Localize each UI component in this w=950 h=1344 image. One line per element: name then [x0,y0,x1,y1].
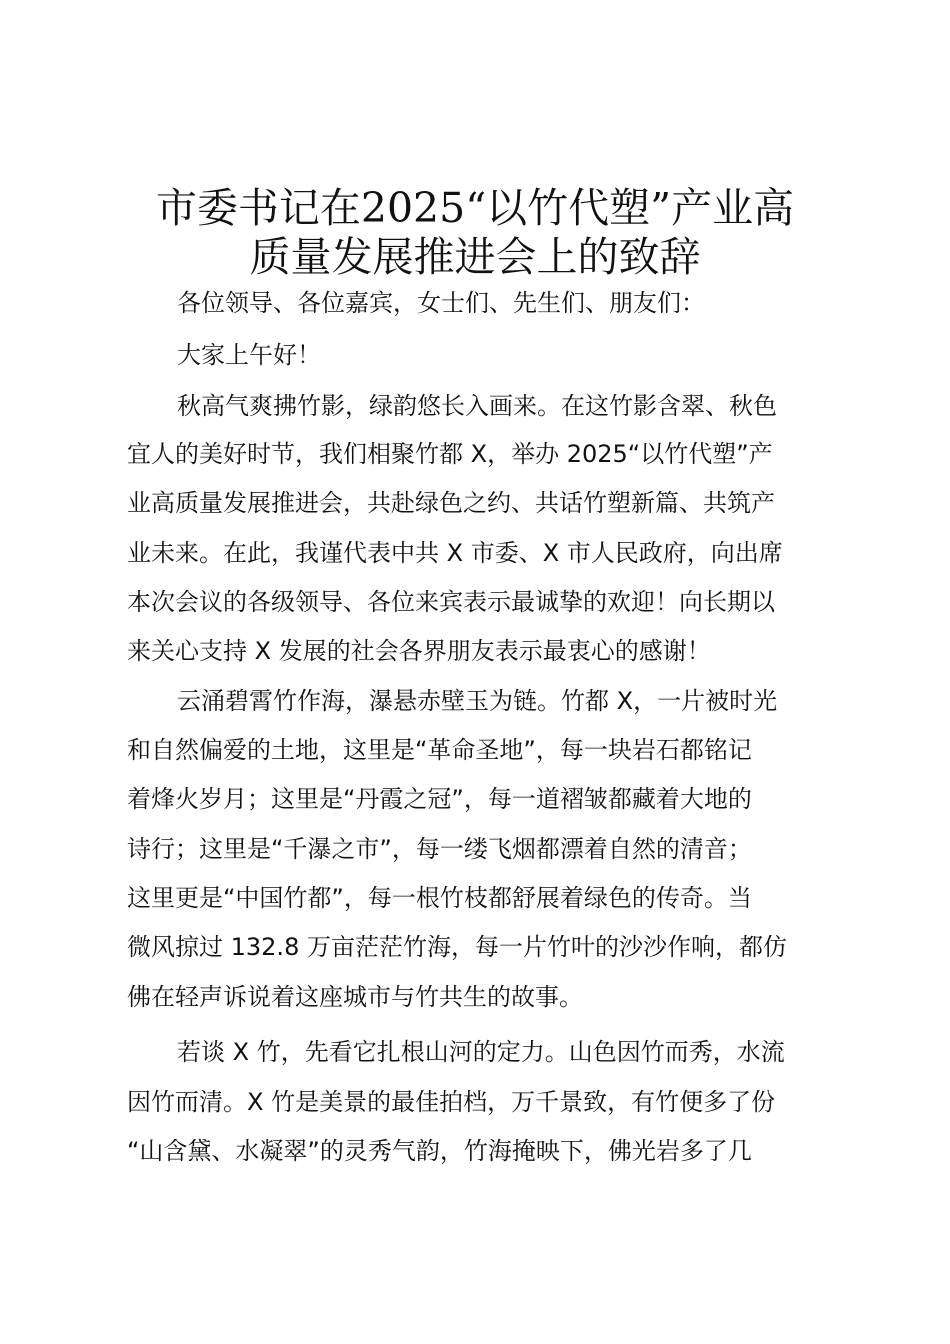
paragraph-2-line-4: 诗行；这里是“千瀑之市”，每一缕飞烟都漂着自然的清音； [127,835,752,863]
paragraph-3-line-1: 若谈 X 竹，先看它扎根山河的定力。山色因竹而秀，水流 [177,1038,785,1066]
greeting: 大家上午好！ [177,341,321,369]
paragraph-3-line-3: “山含黛、水凝翠”的灵秀气韵，竹海掩映下，佛光岩多了几 [127,1137,752,1165]
paragraph-2-line-3: 着烽火岁月；这里是“丹霞之冠”，每一道褶皱都藏着大地的 [127,785,752,813]
salutation: 各位领导、各位嘉宾，女士们、先生们、朋友们： [177,289,705,317]
paragraph-1-line-5: 本次会议的各级领导、各位来宾表示最诚挚的欢迎！向长期以 [127,588,775,616]
document-title-line-1: 市委书记在2025“以竹代塑”产业高 [155,184,795,232]
paragraph-2-line-1: 云涌碧霄竹作海，瀑悬赤壁玉为链。竹都 X，一片被时光 [177,687,778,715]
paragraph-2-line-5: 这里更是“中国竹都”，每一根竹枝都舒展着绿色的传奇。当 [127,884,752,912]
paragraph-1-line-2: 宜人的美好时节，我们相聚竹都 X，举办 2025“以竹代塑”产 [127,440,773,468]
paragraph-1-line-4: 业未来。在此，我谨代表中共 X 市委、X 市人民政府，向出席 [127,539,783,567]
paragraph-3-line-2: 因竹而清。X 竹是美景的最佳拍档，万千景致，有竹便多了份 [127,1088,776,1116]
paragraph-2-line-7: 佛在轻声诉说着这座城市与竹共生的故事。 [127,983,583,1011]
paragraph-2-line-6: 微风掠过 132.8 万亩茫茫竹海，每一片竹叶的沙沙作响，都仿 [127,933,787,961]
document-title-line-2: 质量发展推进会上的致辞 [249,233,701,281]
paragraph-2-line-2: 和自然偏爱的土地，这里是“革命圣地”，每一块岩石都铭记 [127,736,752,764]
paragraph-1-line-6: 来关心支持 X 发展的社会各界朋友表示最衷心的感谢！ [127,637,711,665]
paragraph-1-line-1: 秋高气爽拂竹影，绿韵悠长入画来。在这竹影含翠、秋色 [177,392,777,420]
paragraph-1-line-3: 业高质量发展推进会，共赴绿色之约、共话竹塑新篇、共筑产 [127,489,775,517]
